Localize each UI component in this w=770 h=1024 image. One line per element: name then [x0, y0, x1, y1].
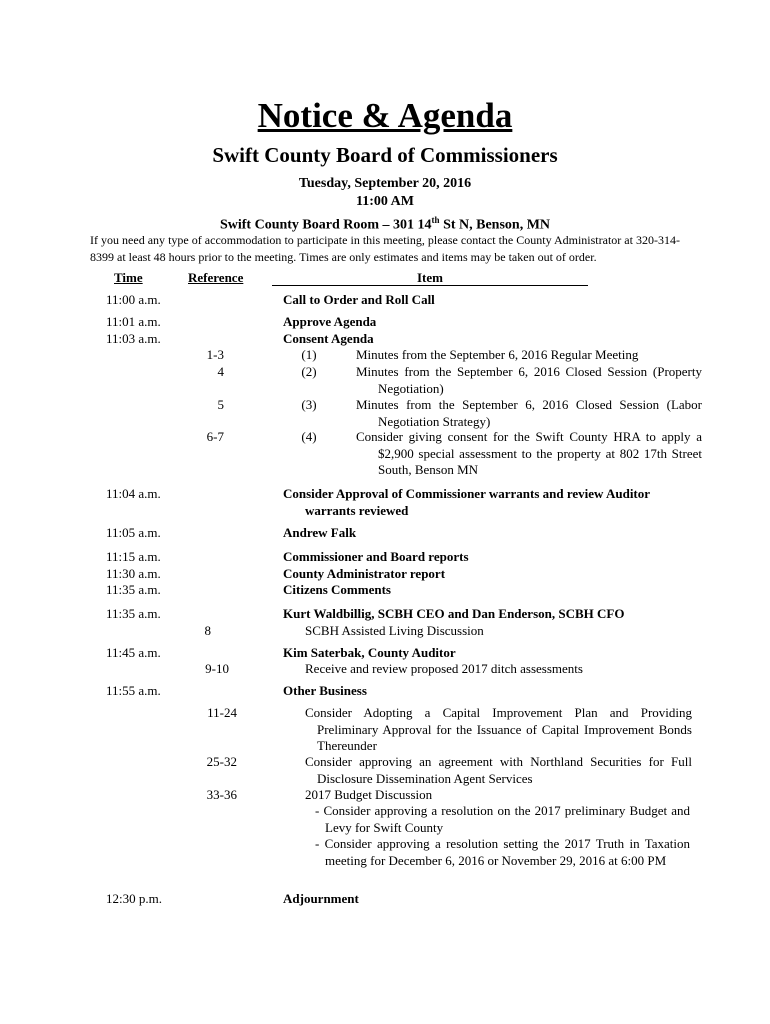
meeting-time: 11:00 AM: [356, 194, 414, 209]
consent-item-text: Minutes from the September 6, 2016 Closed Session (Labor Negotiation Strategy): [356, 397, 702, 429]
consent-number: (1): [301, 347, 317, 362]
accommodation-notice: If you need any type of accommodation to participate in this meeting, please contact the County Administrator at 320-314-8399 at least 48 hours prior to the meeting. Times are only estimates and items may be taken out of order.: [90, 233, 680, 264]
agenda-item: Kim Saterbak, County Auditor: [283, 645, 456, 660]
consent-item-text: Minutes from the September 6, 2016 Regular Meeting: [356, 347, 639, 362]
consent-number: (4): [301, 429, 317, 444]
budget-subitem: - Consider approving a resolution setting the 2017 Truth in Taxation meeting for December 6, 2016 or November 29, 2016 at 6:00 PM: [315, 836, 690, 868]
agenda-item-detail: Receive and review proposed 2017 ditch assessments: [305, 661, 583, 676]
agenda-item-detail: SCBH Assisted Living Discussion: [305, 623, 484, 638]
other-reference: 33-36: [206, 787, 237, 802]
agenda-time: 11:03 a.m.: [106, 331, 161, 346]
agenda-time: 11:35 a.m.: [106, 606, 161, 621]
agenda-item: Call to Order and Roll Call: [283, 292, 435, 307]
agenda-reference: 9-10: [205, 661, 229, 676]
agenda-time: 11:01 a.m.: [106, 314, 161, 329]
other-reference: 11-24: [207, 705, 237, 720]
other-item-text: Consider approving an agreement with Northland Securities for Full Disclosure Dissemination Agent Services: [305, 754, 692, 786]
column-header-item: Item: [272, 270, 588, 286]
consent-reference: 6-7: [206, 429, 224, 444]
agenda-time: 11:30 a.m.: [106, 566, 161, 581]
meeting-date: Tuesday, September 20, 2016: [298, 176, 472, 191]
agenda-item: Consent Agenda: [283, 331, 374, 346]
agenda-item: Other Business: [283, 683, 367, 698]
agenda-time: 11:00 a.m.: [106, 292, 161, 307]
agenda-time: 11:35 a.m.: [106, 582, 161, 597]
board-name: Swift County Board of Commissioners: [212, 143, 558, 167]
agenda-reference: 8: [204, 623, 211, 638]
consent-number: (3): [301, 397, 317, 412]
consent-item-text: Consider giving consent for the Swift County HRA to apply a $2,900 special assessment to the property at 802 17th Street South, Benson MN: [356, 429, 702, 477]
other-item-text: 2017 Budget Discussion: [305, 787, 433, 802]
agenda-item: Citizens Comments: [283, 582, 391, 597]
column-header-reference: Reference: [188, 270, 244, 285]
consent-reference: 5: [217, 397, 224, 412]
agenda-item: Consider Approval of Commissioner warrants and review Auditor warrants reviewed: [283, 486, 650, 518]
consent-reference: 1-3: [206, 347, 224, 362]
agenda-time: 11:45 a.m.: [106, 645, 161, 660]
other-item-text: Consider Adopting a Capital Improvement Plan and Providing Preliminary Approval for the Issuance of Capital Improvement Bonds Thereunder: [305, 705, 692, 753]
other-reference: 25-32: [206, 754, 237, 769]
agenda-item: County Administrator report: [283, 566, 446, 581]
agenda-item: Andrew Falk: [283, 525, 357, 540]
consent-item-text: Minutes from the September 6, 2016 Closed Session (Property Negotiation): [356, 364, 702, 396]
location-text: Swift County Board Room – 301 14: [219, 217, 432, 233]
agenda-time: 11:15 a.m.: [106, 549, 161, 564]
location-superscript: th: [431, 215, 440, 225]
agenda-item: Approve Agenda: [283, 314, 377, 329]
agenda-item: Kurt Waldbillig, SCBH CEO and Dan Enderson, SCBH CFO: [283, 606, 625, 621]
page-title: Notice & Agenda: [257, 96, 513, 135]
consent-reference: 4: [217, 364, 224, 379]
column-header-time: Time: [114, 270, 143, 285]
budget-subitem: - Consider approving a resolution on the 2017 preliminary Budget and Levy for Swift County: [315, 803, 690, 835]
consent-number: (2): [301, 364, 317, 379]
agenda-time: 11:04 a.m.: [106, 486, 161, 501]
agenda-item: Commissioner and Board reports: [283, 549, 469, 564]
agenda-item: Adjournment: [283, 891, 359, 906]
location-text-end: St N, Benson, MN: [439, 217, 551, 233]
agenda-time: 12:30 p.m.: [106, 891, 162, 906]
agenda-time: 11:05 a.m.: [106, 525, 161, 540]
agenda-time: 11:55 a.m.: [106, 683, 161, 698]
